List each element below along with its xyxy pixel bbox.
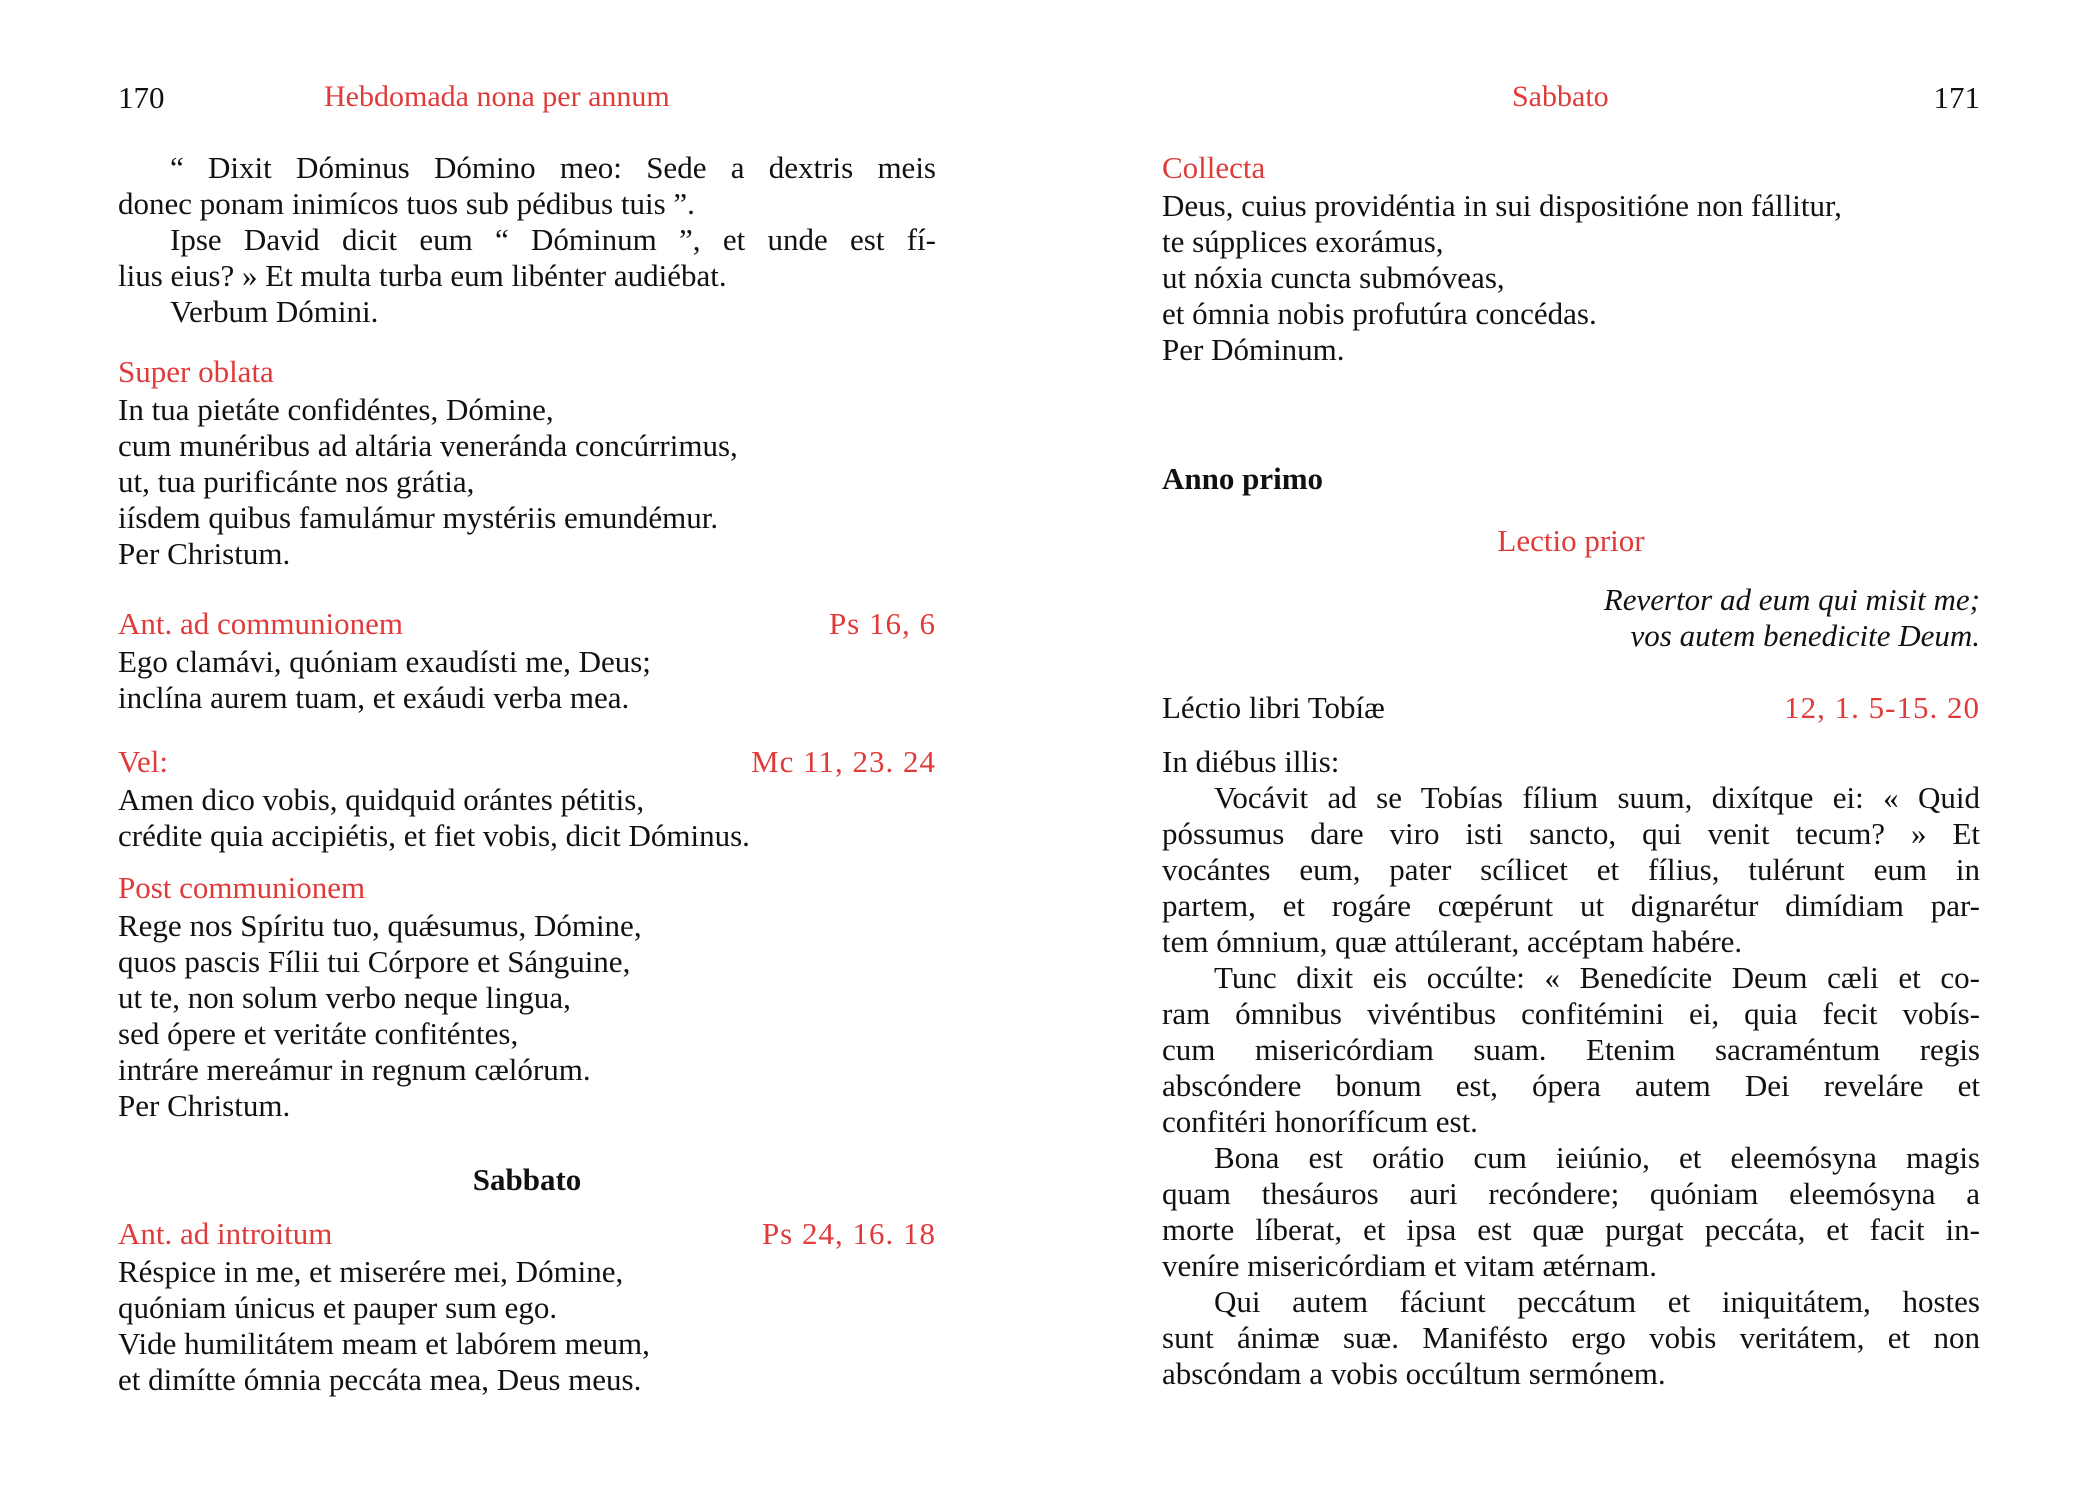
day-title: Sabbato — [472, 1162, 582, 1197]
reading-line: tem ómnium, quæ attúlerant, accéptam habére. — [1162, 924, 1743, 959]
reading-line: cum misericórdiam suam. Etenim sacraméntum regis — [1162, 1032, 1980, 1067]
text-line: cum munéribus ad altária veneránda concúrrimus, — [118, 428, 738, 463]
reading-incipit: In diébus illis: — [1162, 744, 1340, 779]
reading-title-row — [1162, 688, 1980, 728]
text-line: intráre mereámur in regnum cælórum. — [118, 1052, 591, 1087]
lectio-prior-heading: Lectio prior — [1497, 523, 1645, 558]
reading-line: partem, et rogáre cœpérunt ut dignarétur dimídiam par- — [1162, 888, 1980, 923]
text-line: In tua pietáte confidéntes, Dómine, — [118, 392, 554, 427]
section-heading-row — [118, 1214, 936, 1254]
text-line: et dimítte ómnia peccáta mea, Deus meus. — [118, 1362, 642, 1397]
text-line: inclína aurem tuam, et exáudi verba mea. — [118, 680, 630, 715]
text-line: Revertor ad eum qui misit me; — [1603, 582, 1980, 617]
scripture-reference: Mc 11, 23. 24 — [751, 744, 936, 779]
section-heading: Collecta — [1162, 150, 1266, 185]
right-header — [1162, 80, 1980, 124]
reading-line: quam thesáuros auri recóndere; quóniam eleemósyna a — [1162, 1176, 1980, 1211]
text-line: ut te, non solum verbo neque lingua, — [118, 980, 571, 1015]
text-line: Verbum Dómini. — [170, 294, 379, 329]
super-oblata-section — [118, 352, 936, 572]
running-head: Hebdomada nona per annum — [324, 80, 670, 113]
reading-title: Léctio libri Tobíæ — [1162, 690, 1385, 725]
section-heading: Super oblata — [118, 354, 274, 389]
reading-line: sunt ánimæ suæ. Manifésto ergo vobis veritátem, et non — [1162, 1320, 1980, 1355]
page-number: 170 — [118, 80, 165, 115]
section-heading-row — [118, 604, 936, 644]
vel-section — [118, 742, 936, 854]
text-line: iísdem quibus famulámur mystériis emundémur. — [118, 500, 719, 535]
reading-line: ram ómnibus vivéntibus confitémini ei, quia fecit vobís- — [1162, 996, 1980, 1031]
reading-paragraphs — [1162, 780, 1980, 1392]
ant-communion-section — [118, 604, 936, 716]
text-line: Per Dóminum. — [1162, 332, 1345, 367]
text-line: Ipse David dicit eum “ Dóminum ”, et unde est fí- — [170, 222, 936, 257]
section-heading-row — [118, 742, 936, 782]
reading-line: Vocávit ad se Tobías fílium suum, dixítque ei: « Quid — [1214, 780, 1980, 815]
page-number: 171 — [1933, 80, 1980, 115]
section-heading: Ant. ad communionem — [118, 606, 403, 641]
reading-line: abscóndam a vobis occúltum sermónem. — [1162, 1356, 1666, 1391]
left-header — [118, 80, 936, 124]
text-line: ut nóxia cuncta submóveas, — [1162, 260, 1505, 295]
text-line: Ego clamávi, quóniam exaudísti me, Deus; — [118, 644, 651, 679]
year-heading: Anno primo — [1162, 461, 1324, 496]
text-line: Amen dico vobis, quidquid orántes pétitis, — [118, 782, 645, 817]
text-line: vos autem benedicite Deum. — [1630, 618, 1980, 653]
reading-line: abscóndere bonum est, ópera autem Dei reveláre et — [1162, 1068, 1980, 1103]
reading-line: Tunc dixit eis occúlte: « Benedícite Deum cæli et co- — [1214, 960, 1980, 995]
text-line: Deus, cuius providéntia in sui dispositióne non fállitur, — [1162, 188, 1842, 223]
text-line: Per Christum. — [118, 536, 291, 571]
right-page — [1162, 0, 1980, 1500]
post-communion-section — [118, 868, 936, 1124]
text-line: donec ponam inimícos tuos sub pédibus tuis ”. — [118, 186, 695, 221]
text-line: Per Christum. — [118, 1088, 291, 1123]
reading-body — [1162, 744, 1980, 1392]
text-line: te súpplices exorámus, — [1162, 224, 1444, 259]
left-page — [118, 0, 936, 1500]
gospel-ending — [118, 150, 936, 330]
reading-line: Bona est orátio cum ieiúnio, et eleemósyna magis — [1214, 1140, 1980, 1175]
text-line: Réspice in me, et miserére mei, Dómine, — [118, 1254, 624, 1289]
scripture-reference: 12, 1. 5-15. 20 — [1784, 690, 1980, 725]
text-line: lius eius? » Et multa turba eum libénter audiébat. — [118, 258, 727, 293]
motto — [1162, 582, 1980, 654]
reading-line: confitéri honorífícum est. — [1162, 1104, 1478, 1139]
reading-line: vocántes eum, pater scílicet et fílius, tulérunt eum in — [1162, 852, 1980, 887]
ant-introit-section — [118, 1214, 936, 1398]
text-line: sed ópere et veritáte confiténtes, — [118, 1016, 519, 1051]
scripture-reference: Ps 24, 16. 18 — [761, 1216, 936, 1251]
reading-line: veníre misericórdiam et vitam ætérnam. — [1162, 1248, 1657, 1283]
text-line: quóniam únicus et pauper sum ego. — [118, 1290, 558, 1325]
text-line: Rege nos Spíritu tuo, quǽsumus, Dómine, — [118, 908, 642, 943]
collecta-section — [1162, 148, 1980, 368]
reading-line: Qui autem fáciunt peccátum et iniquitátem, hostes — [1214, 1284, 1980, 1319]
text-line: crédite quia accipiétis, et fiet vobis, dicit Dóminus. — [118, 818, 750, 853]
text-line: et ómnia nobis profutúra concédas. — [1162, 296, 1597, 331]
section-heading: Vel: — [118, 744, 168, 779]
section-heading: Ant. ad introitum — [118, 1216, 333, 1251]
reading-line: morte líberat, et ipsa est quæ purgat peccáta, et facit in- — [1162, 1212, 1980, 1247]
reading-line: póssumus dare viro isti sancto, qui venit tecum? » Et — [1162, 816, 1980, 851]
scripture-reference: Ps 16, 6 — [828, 606, 936, 641]
text-line: quos pascis Fílii tui Córpore et Sánguine, — [118, 944, 631, 979]
section-heading: Post communionem — [118, 870, 366, 905]
text-line: “ Dixit Dóminus Dómino meo: Sede a dextris meis — [170, 150, 936, 185]
running-head: Sabbato — [1512, 80, 1609, 113]
text-line: ut, tua purificánte nos grátia, — [118, 464, 475, 499]
text-line: Vide humilitátem meam et labórem meum, — [118, 1326, 650, 1361]
